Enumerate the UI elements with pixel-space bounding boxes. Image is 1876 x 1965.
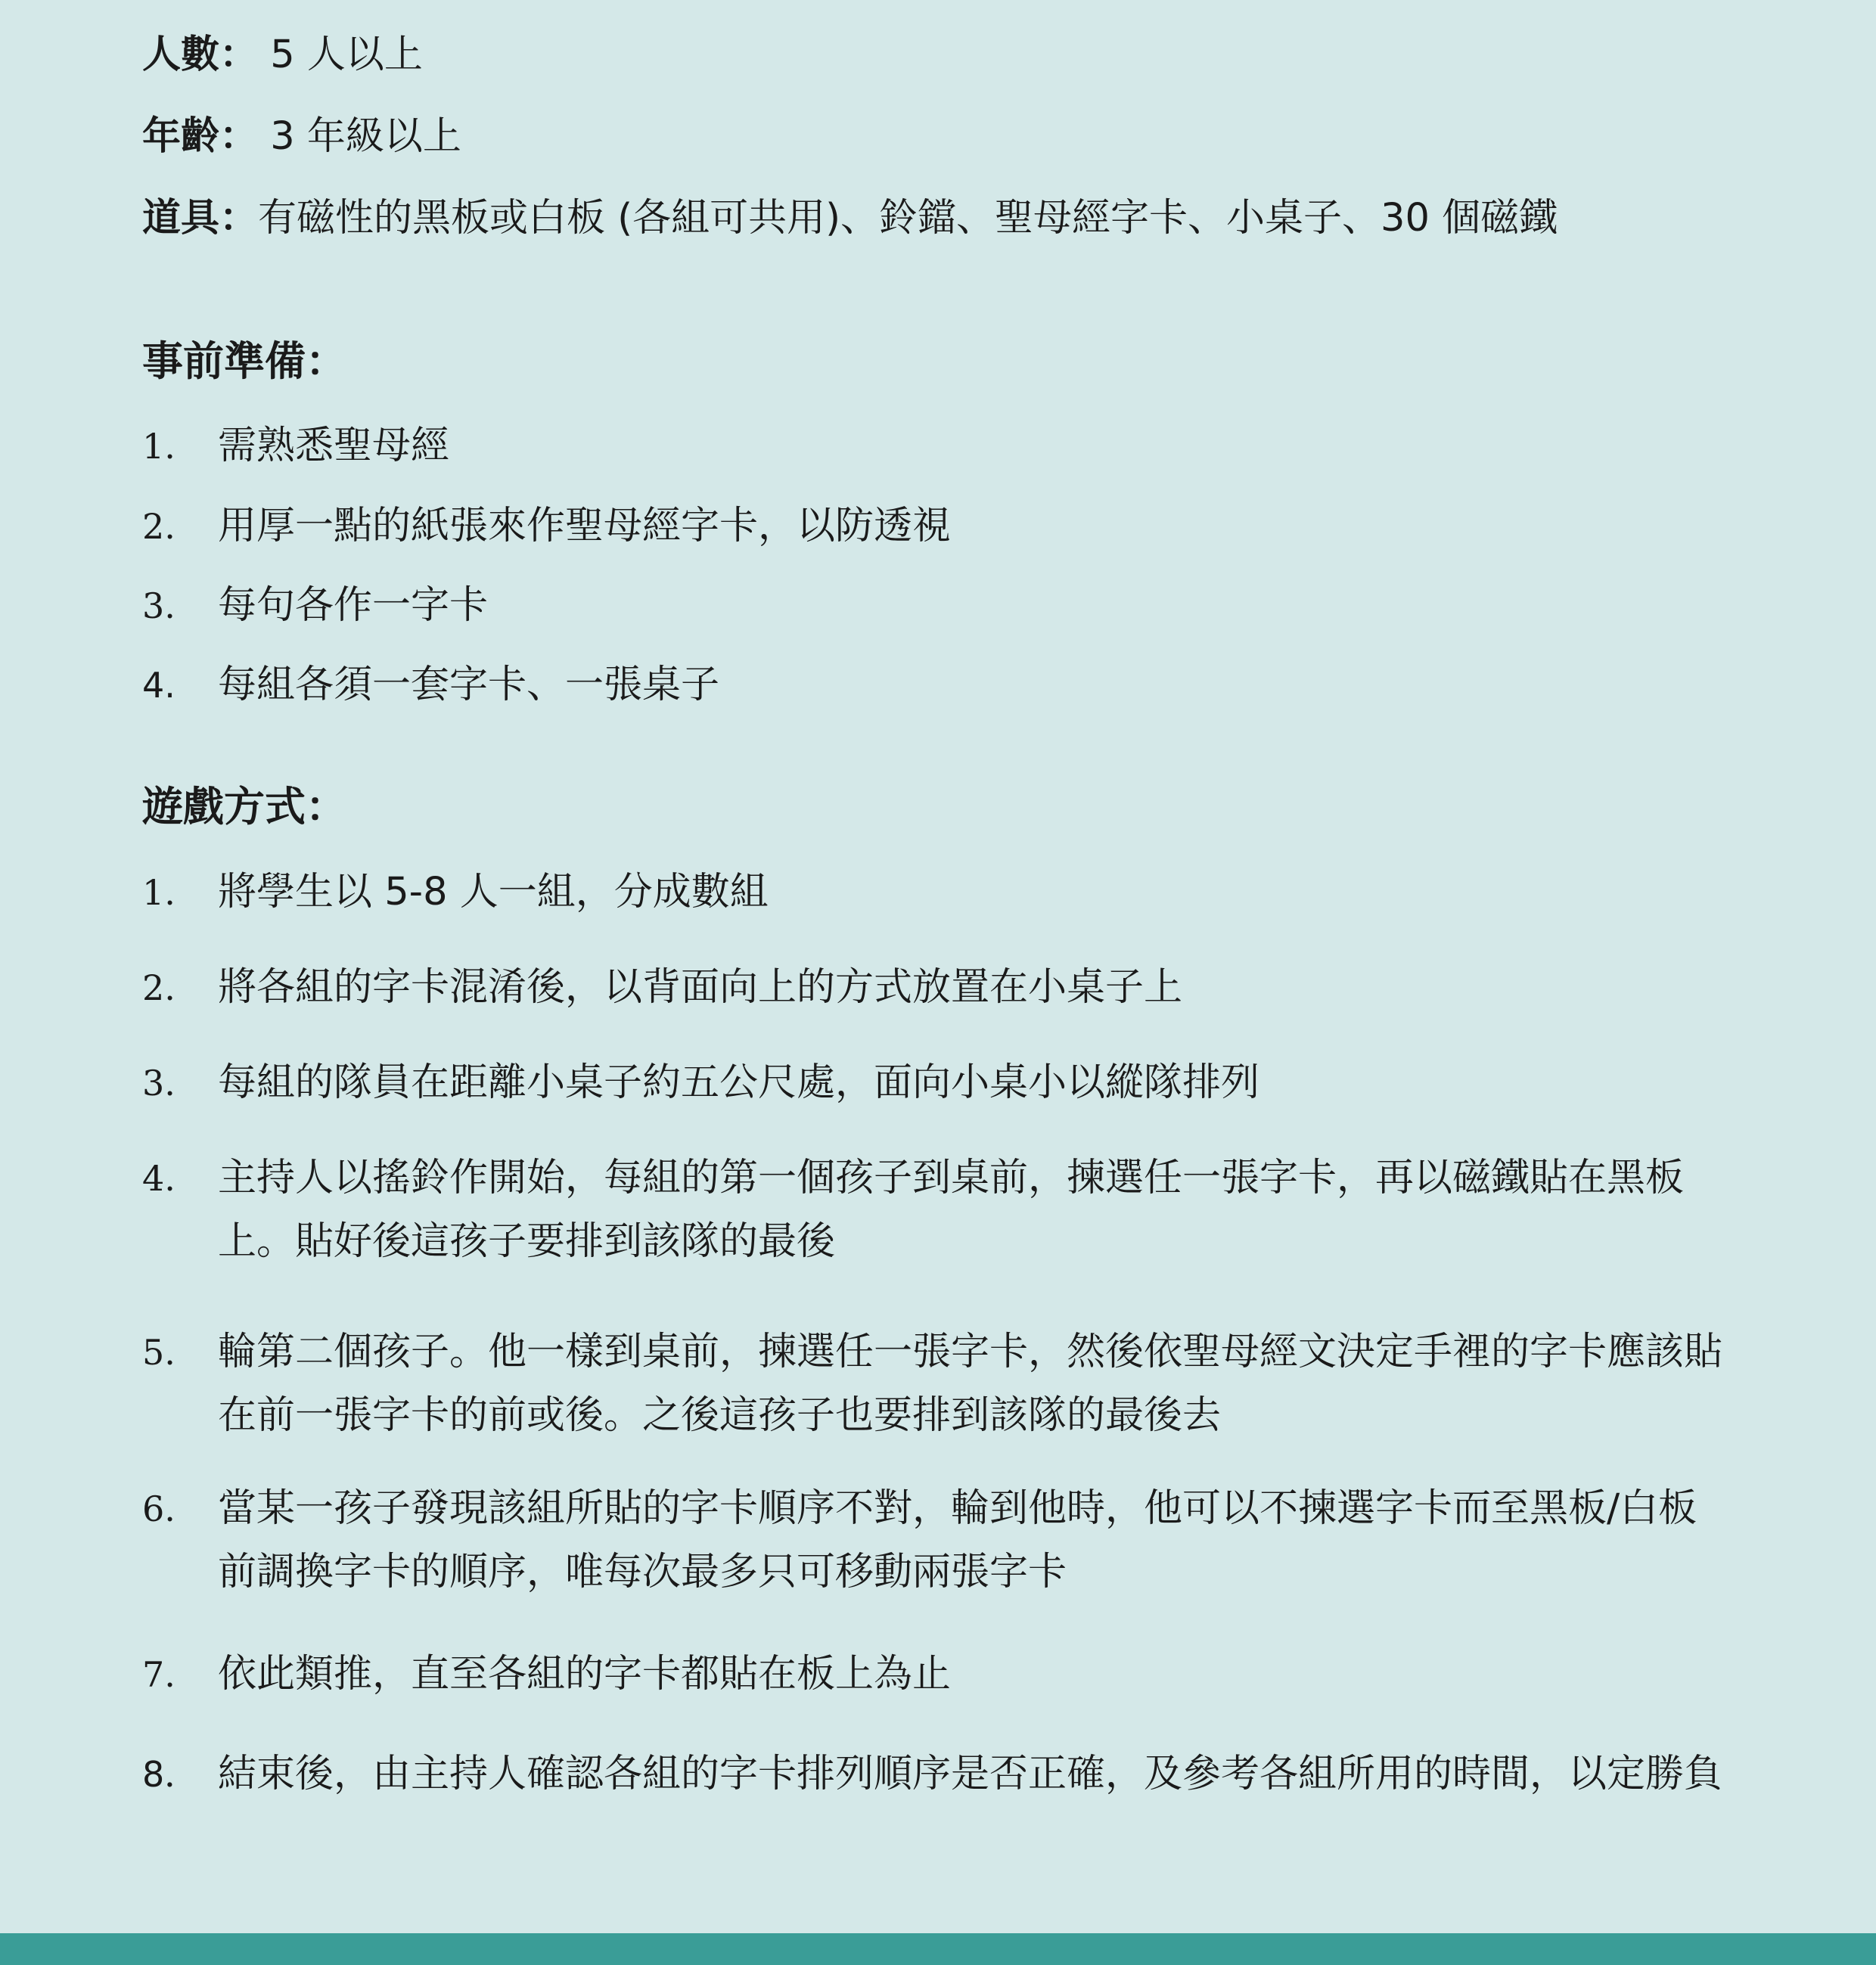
footer-bar — [0, 1933, 1876, 1965]
list-text: 用厚一點的紙張來作聖母經字卡，以防透視 — [218, 504, 952, 548]
age-line — [142, 110, 461, 163]
list-number: 1. — [142, 426, 175, 467]
list-number: 3. — [142, 1063, 175, 1104]
list-number: 8． — [142, 1754, 200, 1795]
list-text: 每組各須一套字卡、一張桌子 — [218, 663, 720, 707]
list-number: 3. — [142, 585, 175, 626]
gameplay-heading: 遊戲方式： — [142, 783, 346, 830]
list-text: 每句各作一字卡 — [218, 583, 489, 628]
players-line — [142, 29, 423, 82]
list-number: 4. — [142, 1158, 175, 1199]
list-number: 6. — [142, 1488, 175, 1529]
preparation-heading: 事前準備： — [142, 337, 346, 385]
list-number: 4. — [142, 665, 175, 706]
age-label: 年齡： — [142, 114, 259, 159]
list-text: 將學生以 5-8 人一組，分成數組 — [218, 870, 769, 914]
list-text: 輪第二個孩子。他一樣到桌前，揀選任一張字卡，然後依聖母經文決定手裡的字卡應該貼在前一張字卡的前或後。之後這孩子也要排到該隊的最後去 — [218, 1330, 1723, 1438]
list-text: 主持人以搖鈴作開始，每組的第一個孩子到桌前，揀選任一張字卡，再以磁鐵貼在黑板上。貼好後這孩子要排到該隊的最後 — [218, 1156, 1685, 1264]
list-number: 7. — [142, 1654, 175, 1695]
list-number: 2. — [142, 967, 175, 1008]
age-value: 3 年級以上 — [258, 114, 461, 159]
list-text: 需熟悉聖母經 — [218, 424, 450, 468]
list-text: 結束後，由主持人確認各組的字卡排列順序是否正確，及參考各組所用的時間，以定勝負 — [218, 1752, 1723, 1796]
list-text: 將各組的字卡混淆後，以背面向上的方式放置在小桌子上 — [218, 965, 1183, 1010]
props-line — [142, 192, 1558, 245]
props-value: 有磁性的黑板或白板 (各組可共用)、鈴鐺、聖母經字卡、小桌子、30 個磁鐵 — [258, 196, 1558, 241]
list-text: 依此類推，直至各組的字卡都貼在板上為止 — [218, 1652, 952, 1696]
list-text: 每組的隊員在距離小桌子約五公尺處，面向小桌小以縱隊排列 — [218, 1060, 1260, 1105]
list-text: 當某一孩子發現該組所貼的字卡順序不對，輪到他時，他可以不揀選字卡而至黑板/白板前調換字卡的順序，唯每次最多只可移動兩張字卡 — [218, 1486, 1697, 1594]
list-number: 2. — [142, 506, 175, 547]
players-label: 人數： — [142, 33, 259, 77]
list-number: 1. — [142, 872, 175, 913]
players-value: 5 人以上 — [258, 33, 423, 77]
props-label: 道具： — [142, 196, 259, 241]
list-number: 5. — [142, 1332, 175, 1373]
